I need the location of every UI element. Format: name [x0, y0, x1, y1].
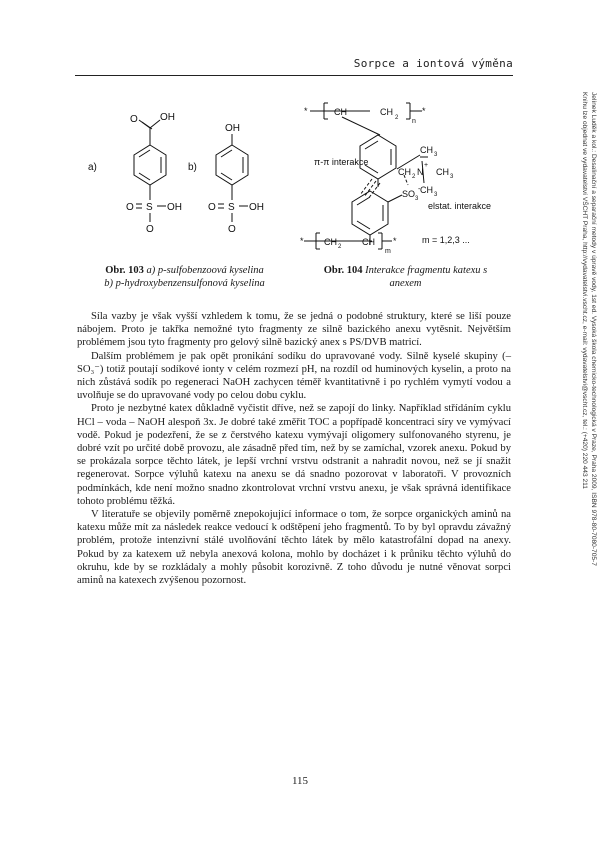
- sulfo-a-o-bottom: O: [146, 224, 154, 235]
- ch3-top: CH: [420, 145, 433, 155]
- bottom-star-left: *: [300, 236, 304, 246]
- carboxyl-oh: OH: [160, 112, 175, 123]
- figure-104-caption-text: Interakce fragmentu katexu s anexem: [365, 265, 488, 289]
- figure-103-structures: [80, 100, 285, 260]
- top-ch2: CH: [380, 107, 393, 117]
- sulfo-a-o-left: O: [126, 202, 134, 213]
- ch3-right: CH: [436, 167, 449, 177]
- elstat-label: elstat. interakce: [428, 201, 492, 211]
- body-text: [77, 310, 511, 587]
- so3-sub: 3: [415, 196, 419, 202]
- n-plus: N: [417, 167, 424, 177]
- header-title: Sorpce a iontová výměna: [353, 57, 513, 70]
- carboxyl-o: O: [130, 114, 138, 125]
- top-star-left: *: [304, 106, 308, 116]
- page-number: 115: [291, 775, 309, 787]
- paragraph-3: Proto je nezbytné katex důkladně vyčistit dříve, než se zapojí do linky. Například střídáním cyklu HCl – voda – NaOH alespoň 3x. Je dobré také změřit TOC a popřípadě koncentraci síry ve vymývací vodě. Pokud je podezření, že se z čerstvého katexu vymývají oligomery sulfonovaného styrenu, je dobré vzít po určité době provozu, ale zásadně před tím, než by se zamíchal, vzorek anexu. Pokud by se prokázala sorpce těchto látek, je lepší vrchní vrstvu odstranit a nahradit novou, než se jí snažit regenerovat. Sorpce výluhů katexu na anexu se dá snadno pozorovat v laboratoři. V provozních podmínkách, kde není možno snadno zkontrolovat vrchní vrstvu anexu, je však správná identifikace tohoto problému těžká.: [77, 403, 511, 507]
- paragraph-2: Dalším problémem je pak opět pronikání sodíku do upravované vody. Silně kyselé skupiny (–SO₃⁻) totiž poutají sodíkové ionty v celém rozmezí pH, na rozdíl od huminových kyselin, a proto na nich zůstává sodík po regeneraci NaOH zachycen téměř kvantitativně i po rychlém vymytí vodou a uvolňuje se do upravované vody po celou dobu cyklu.: [77, 350, 511, 402]
- ch3-bottom: CH: [420, 185, 433, 195]
- figure-103-number: Obr. 103: [105, 265, 144, 276]
- figure-104-interaction-scheme: [300, 95, 515, 265]
- ch2-link-sub: 2: [412, 174, 416, 180]
- bottom-sub-m: m: [385, 248, 391, 255]
- ch3-right-sub: 3: [450, 174, 454, 180]
- ch3-top-sub: 3: [434, 152, 438, 158]
- sulfo-b-oh: OH: [249, 202, 264, 213]
- paragraph-4: V literatuře se objevily poměrně znepokojující informace o tom, že sorpce organických aminů na katexu může mít za následek reakce vedoucí k odštěpení jeho fragmentů. To by byl opravdu závažný problém, protože intenzivní stálé uvolňování těchto látek by mělo katastrofální dopad na anexy. Pokud by za katexem už nebyla anexová kolona, mohlo by docházet i k průniku těchto výluhů do okruhu, kde by se rozkládaly a mohly působit korozivně. Z toho důvodu je nutné věnovat sorpci aminů na katexech zvýšenou pozornost.: [77, 509, 511, 587]
- n-plus-sign: +: [424, 162, 429, 169]
- phenol-oh: OH: [225, 123, 240, 134]
- m-values: m = 1,2,3 ...: [422, 235, 470, 245]
- sulfur-a: S: [146, 202, 153, 213]
- pi-pi-label: π-π interakce: [314, 157, 369, 167]
- bottom-ch2-sub: 2: [338, 244, 342, 250]
- side-note-line-2: Knihu lze objednat ve vydavatelství VŠCHT Praha, http://vydavatelstvi.vscht.cz, e-mail: vydavatelstvi@vscht.cz, tel.: (+420) 220 443 211: [581, 92, 588, 489]
- figure-103-caption-a: a) p-sulfobenzoová kyselina: [146, 265, 264, 276]
- sulfur-b: S: [228, 202, 235, 213]
- ch2-link: CH: [398, 167, 411, 177]
- top-sub-n: n: [412, 118, 416, 125]
- figure-104-number: Obr. 104: [323, 265, 363, 276]
- bottom-star-right: *: [393, 236, 397, 246]
- paragraph-1: Síla vazby je však vyšší vzhledem k tomu, že se jedná o podobné struktury, které se liší pouze nábojem. Proto je takřka nemožné tyto fragmenty ze silně bazického anexu vytěsnit. Největším problémem jsou tyto fragmenty pro gelový silně bazický anex s PS/DVB matricí.: [77, 311, 511, 349]
- so3-minus: -: [418, 186, 421, 193]
- top-star-right: *: [422, 106, 426, 116]
- sulfo-a-oh: OH: [167, 202, 182, 213]
- running-header: [75, 57, 513, 76]
- bottom-ch2: CH: [324, 237, 337, 247]
- figure-103-caption: [82, 264, 287, 290]
- figure-104-caption: [318, 264, 493, 290]
- label-a: a): [88, 162, 97, 173]
- side-copyright-note: [580, 92, 598, 652]
- side-note-line-1: Jelínek Luděk a kol.: Desalinační a separační metody v úpravě vody, 1st ed. Vysoká škola chemicko-technologická v Praze, Praha 2009, ISBN 978-80-7080-705-7: [590, 92, 597, 566]
- sulfo-b-o-bottom: O: [228, 224, 236, 235]
- top-ch2-sub: 2: [395, 115, 399, 121]
- bottom-ch: CH: [362, 237, 375, 247]
- label-b: b): [188, 162, 197, 173]
- figure-103-caption-b: b) p-hydroxybenzensulfonová kyselina: [104, 278, 265, 289]
- sulfo-b-o-left: O: [208, 202, 216, 213]
- ch3-bottom-sub: 3: [434, 192, 438, 198]
- so3-group: SO: [402, 189, 416, 199]
- top-ch: CH: [334, 107, 347, 117]
